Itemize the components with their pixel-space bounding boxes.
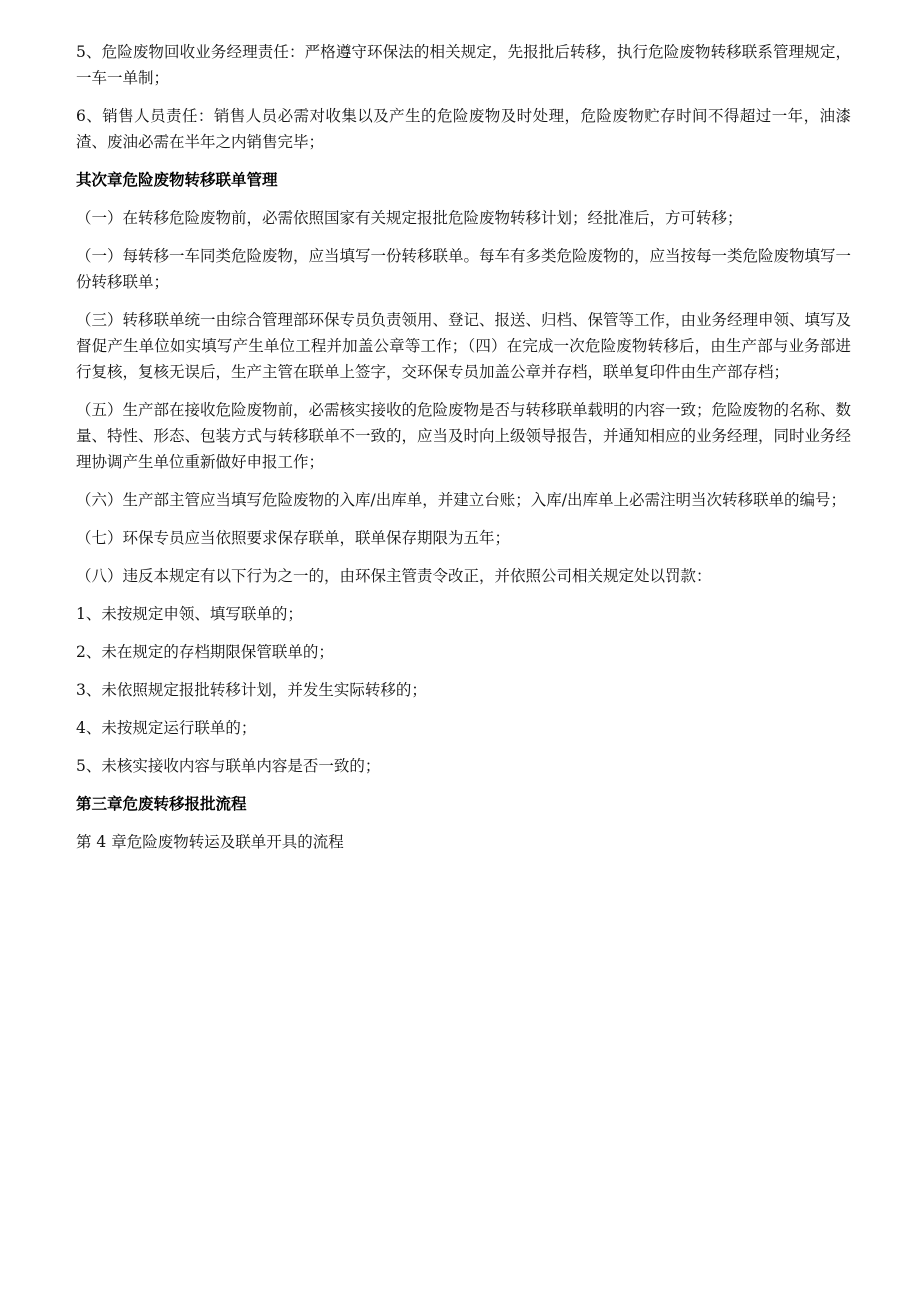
list-item-violation-4: 4、未按规定运行联单的； bbox=[76, 719, 257, 737]
paragraph-clause-6: （六）生产部主管应当填写危险废物的入库/出库单，并建立台账；入库/出库单上必需注明当次转移联单的编号； bbox=[76, 491, 846, 509]
paragraph-clause-5: （五）生产部在接收危险废物前，必需核实接收的危险废物是否与转移联单载明的内容一致；危险废物的名称、数量、特性、形态、包装方式与转移联单不一致的，应当及时向上级领导报告，并通知相应的业务经理，同时业务经理协调产生单位重新做好申报工作； bbox=[76, 401, 852, 471]
document-body bbox=[76, 39, 851, 867]
list-item-violation-1: 1、未按规定申领、填写联单的； bbox=[76, 605, 303, 623]
list-item-violation-2: 2、未在规定的存档期限保管联单的； bbox=[76, 643, 334, 661]
chapter-heading-3: 第三章危废转移报批流程 bbox=[76, 795, 247, 813]
list-item-violation-3: 3、未依照规定报批转移计划，并发生实际转移的； bbox=[76, 681, 427, 699]
list-item-violation-5: 5、未核实接收内容与联单内容是否一致的； bbox=[76, 757, 381, 775]
paragraph-clause-3-4: （三）转移联单统一由综合管理部环保专员负责领用、登记、报送、归档、保管等工作，由业务经理申领、填写及督促产生单位如实填写产生单位工程并加盖公章等工作；（四）在完成一次危险废物转移后，由生产部与业务部进行复核，复核无误后，生产主管在联单上签字，交环保专员加盖公章并存档，联单复印件由生产部存档； bbox=[76, 311, 852, 381]
paragraph-item-6-sales-duty: 6、销售人员责任：销售人员必需对收集以及产生的危险废物及时处理，危险废物贮存时间不得超过一年，油漆渣、废油必需在半年之内销售完毕； bbox=[76, 107, 851, 151]
chapter-heading-4: 第 4 章危险废物转运及联单开具的流程 bbox=[76, 833, 344, 851]
chapter-heading-2: 其次章危险废物转移联单管理 bbox=[76, 171, 278, 189]
paragraph-clause-7: （七）环保专员应当依照要求保存联单，联单保存期限为五年； bbox=[76, 529, 511, 547]
paragraph-item-5-manager-duty: 5、危险废物回收业务经理责任：严格遵守环保法的相关规定，先报批后转移，执行危险废物转移联系管理规定，一车一单制； bbox=[76, 43, 851, 87]
paragraph-clause-1b: （一）每转移一车同类危险废物，应当填写一份转移联单。每车有多类危险废物的，应当按每一类危险废物填写一份转移联单； bbox=[76, 247, 852, 291]
paragraph-clause-1a: （一）在转移危险废物前，必需依照国家有关规定报批危险废物转移计划；经批准后，方可转移； bbox=[76, 209, 743, 227]
paragraph-clause-8: （八）违反本规定有以下行为之一的，由环保主管责令改正，并依照公司相关规定处以罚款： bbox=[76, 567, 712, 585]
